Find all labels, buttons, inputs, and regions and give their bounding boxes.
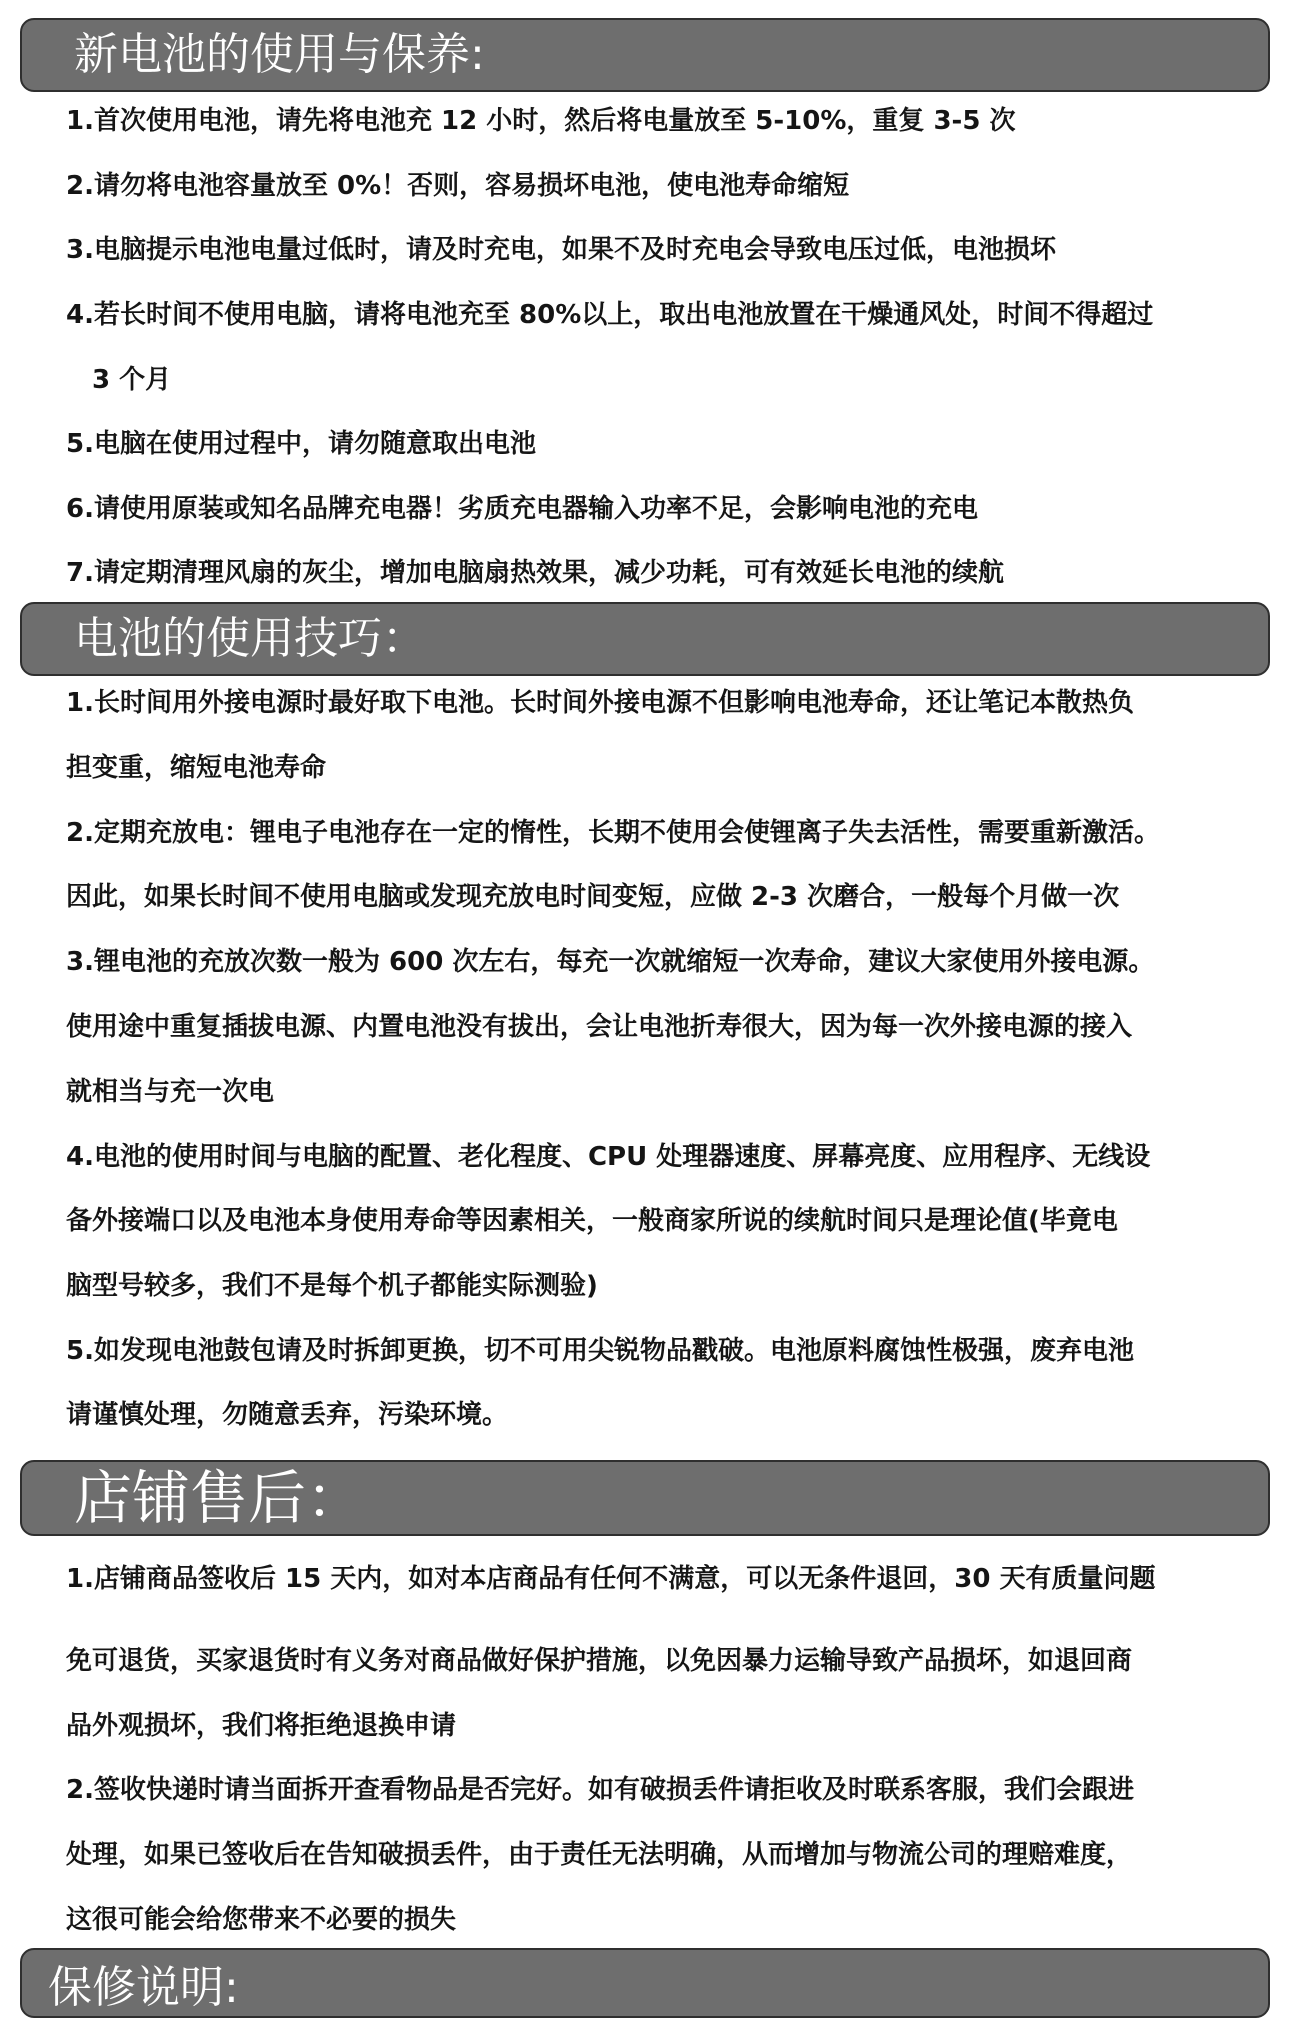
text-line: 请谨慎处理，勿随意丢弃，污染环境。 — [66, 1400, 509, 1430]
text-line: 2.请勿将电池容量放至 0%！否则，容易损坏电池，使电池寿命缩短 — [66, 171, 850, 201]
section-title: 保修说明: — [48, 1962, 239, 2013]
section-title: 电池的使用技巧： — [74, 613, 426, 664]
text-line: 就相当与充一次电 — [66, 1077, 275, 1107]
text-line: 3.锂电池的充放次数一般为 600 次左右，每充一次就缩短一次寿命，建议大家使用外接电源。 — [66, 947, 1155, 977]
text-line: 脑型号较多，我们不是每个机子都能实际测验) — [66, 1271, 598, 1301]
text-line: 免可退货，买家退货时有义务对商品做好保护措施，以免因暴力运输导致产品损坏，如退回商 — [66, 1646, 1133, 1676]
text-line: 2.定期充放电：锂电子电池存在一定的惰性，长期不使用会使锂离子失去活性，需要重新激活。 — [66, 818, 1160, 848]
text-line: 处理，如果已签收后在告知破损丢件，由于责任无法明确，从而增加与物流公司的理赔难度， — [66, 1840, 1133, 1870]
text-line: 1.店铺商品签收后 15 天内，如对本店商品有任何不满意，可以无条件退回，30 天有质量问题 — [66, 1564, 1156, 1594]
text-line: 1.首次使用电池，请先将电池充 12 小时，然后将电量放至 5-10%，重复 3-5 次 — [66, 106, 1016, 136]
text-line: 使用途中重复插拔电源、内置电池没有拔出，会让电池折寿很大，因为每一次外接电源的接入 — [66, 1012, 1133, 1042]
text-line: 4.若长时间不使用电脑，请将电池充至 80%以上，取出电池放置在干燥通风处，时间不得超过 — [66, 300, 1154, 330]
text-line: 7.请定期清理风扇的灰尘，增加电脑扇热效果，减少功耗，可有效延长电池的续航 — [66, 558, 1004, 588]
section-header-warranty — [20, 1948, 1270, 2018]
section-title: 店铺售后： — [74, 1464, 365, 1532]
section-title: 新电池的使用与保养: — [74, 29, 485, 80]
text-line: 备外接端口以及电池本身使用寿命等因素相关，一般商家所说的续航时间只是理论值(毕竟电 — [66, 1206, 1118, 1236]
text-line: 担变重，缩短电池寿命 — [66, 753, 327, 783]
section-header-after-sales — [20, 1460, 1270, 1536]
text-line: 5.电脑在使用过程中，请勿随意取出电池 — [66, 429, 536, 459]
text-line: 4.电池的使用时间与电脑的配置、老化程度、CPU 处理器速度、屏幕亮度、应用程序、无线设 — [66, 1142, 1151, 1172]
text-line: 1.长时间用外接电源时最好取下电池。长时间外接电源不但影响电池寿命，还让笔记本散热负 — [66, 688, 1134, 718]
section-header-battery-tips — [20, 602, 1270, 676]
text-line: 2.签收快递时请当面拆开查看物品是否完好。如有破损丢件请拒收及时联系客服，我们会跟进 — [66, 1775, 1134, 1805]
text-line: 这很可能会给您带来不必要的损失 — [66, 1905, 457, 1935]
text-line: 因此，如果长时间不使用电脑或发现充放电时间变短，应做 2-3 次磨合，一般每个月做一次 — [66, 882, 1120, 912]
text-line: 3 个月 — [92, 365, 172, 395]
text-line: 5.如发现电池鼓包请及时拆卸更换，切不可用尖锐物品戳破。电池原料腐蚀性极强，废弃电池 — [66, 1336, 1134, 1366]
text-line: 3.电脑提示电池电量过低时，请及时充电，如果不及时充电会导致电压过低，电池损坏 — [66, 235, 1056, 265]
text-line: 品外观损坏，我们将拒绝退换申请 — [66, 1711, 457, 1741]
text-line: 6.请使用原装或知名品牌充电器！劣质充电器输入功率不足，会影响电池的充电 — [66, 494, 978, 524]
section-header-new-battery — [20, 18, 1270, 92]
